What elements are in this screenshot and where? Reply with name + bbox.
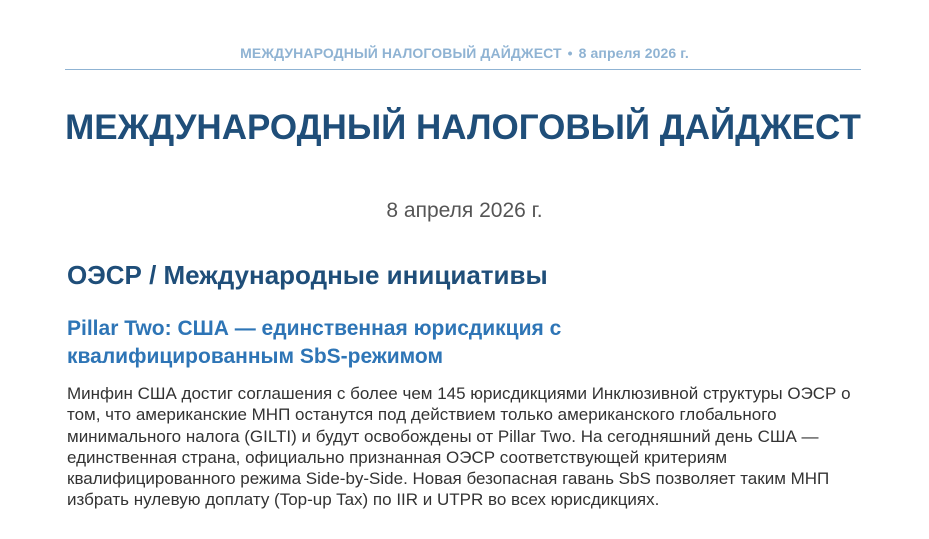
header-divider	[65, 69, 861, 70]
running-header-date: 8 апреля 2026 г.	[578, 45, 689, 61]
running-header-separator: •	[567, 45, 573, 61]
document-title: МЕЖДУНАРОДНЫЙ НАЛОГОВЫЙ ДАЙДЖЕСТ	[65, 108, 861, 147]
running-header-title: МЕЖДУНАРОДНЫЙ НАЛОГОВЫЙ ДАЙДЖЕСТ	[240, 45, 562, 61]
running-header	[0, 45, 929, 61]
document-date: 8 апреля 2026 г.	[386, 199, 543, 222]
section-title: ОЭСР / Международные инициативы	[67, 260, 548, 290]
article-body: Минфин США достиг соглашения с более чем 145 юрисдикциями Инклюзивной структуры ОЭСР о том, что американские МНП останутся под действием только американского глобального минимального налога (GILTI) и будут освобождены от Pillar Two. На сегодняшний день США — единственная страна, официально признанная ОЭСР соответствующей критериям квалифицированного режима Side-by-Side. Новая безопасная гавань SbS позволяет таким МНП избрать нулевую доплату (Top-up Tax) по IIR и UTPR во всех юрисдикциях.	[67, 384, 851, 510]
article-title: Pillar Two: США — единственная юрисдикция с квалифицированным SbS-режимом	[67, 317, 562, 368]
